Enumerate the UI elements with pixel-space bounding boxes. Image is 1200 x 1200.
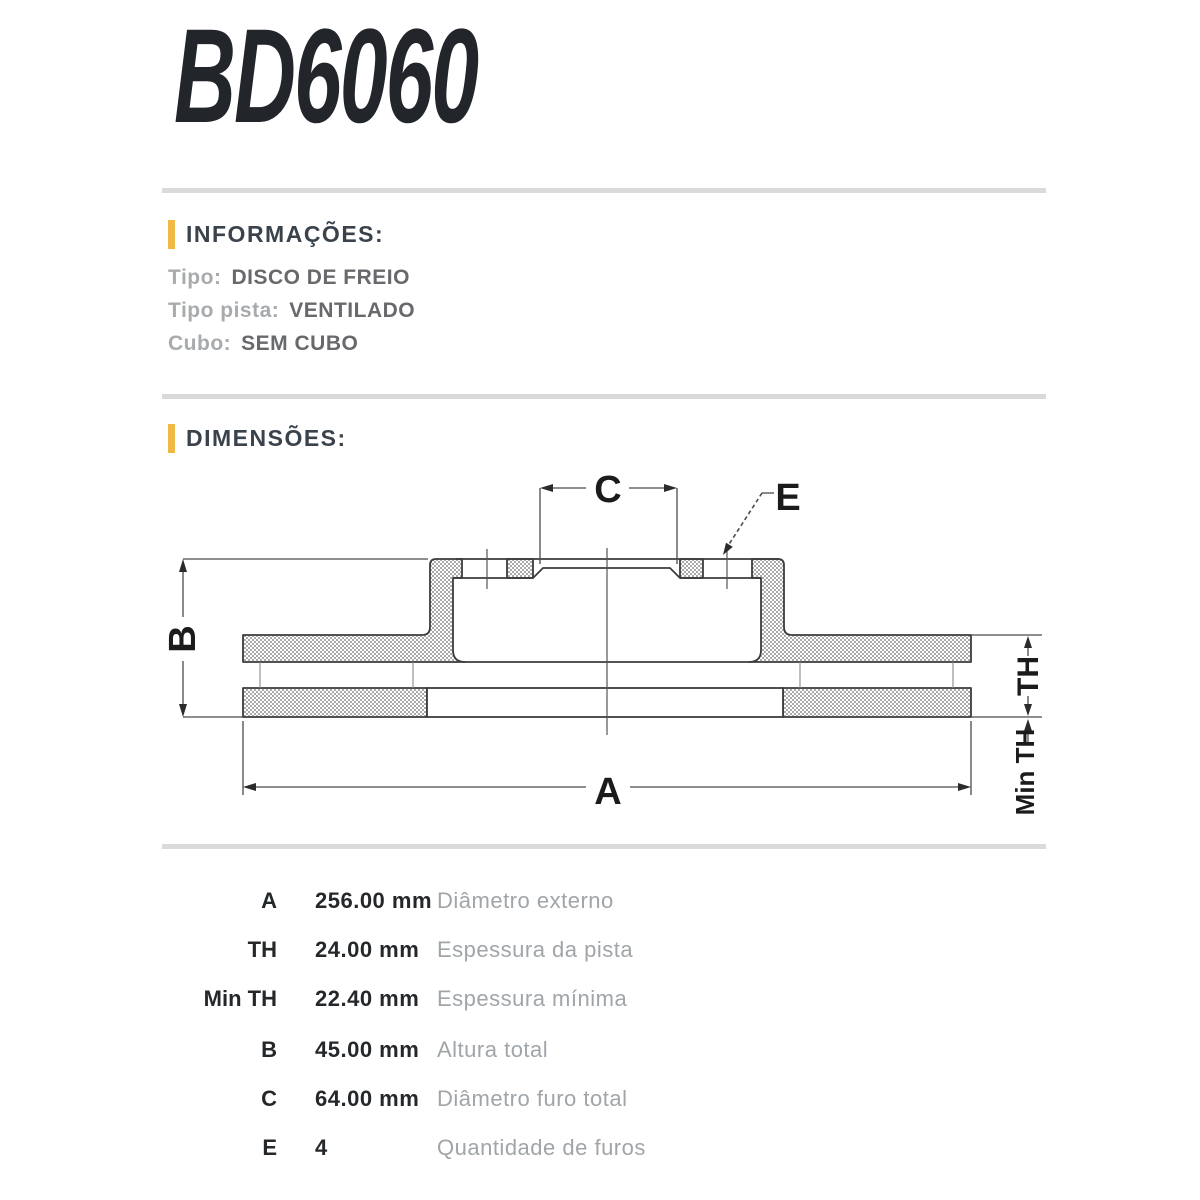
dimensions-heading-label: DIMENSÕES: (186, 425, 347, 451)
disc-edge-lines (453, 559, 779, 662)
dim-desc: Espessura mínima (437, 986, 628, 1011)
dim-key: TH (247, 937, 277, 962)
dim-value: 256.00 mm (315, 888, 433, 913)
info-label: Tipo pista: (168, 299, 280, 322)
product-code-title: BD6060 (174, 2, 478, 151)
info-label: Cubo: (168, 332, 232, 355)
accent-bar (168, 424, 175, 453)
dim-desc: Quantidade de furos (437, 1135, 646, 1160)
dim-key: Min TH (203, 986, 277, 1011)
dim-key: A (261, 888, 277, 913)
dim-key: E (262, 1135, 277, 1160)
dim-value: 22.40 mm (315, 986, 420, 1011)
info-value: DISCO DE FREIO (231, 266, 410, 289)
table-row (150, 1135, 1050, 1163)
divider (162, 844, 1046, 849)
callout-e (723, 477, 801, 555)
accent-bar (168, 220, 175, 249)
info-section-heading (168, 220, 384, 249)
dimension-b-lines (183, 559, 428, 704)
info-value: VENTILADO (289, 299, 416, 322)
dimension-label-c: C (594, 469, 622, 511)
dim-value: 64.00 mm (315, 1086, 420, 1111)
info-heading-label: INFORMAÇÕES: (186, 221, 385, 247)
dim-key: B (261, 1037, 277, 1062)
dim-desc: Altura total (437, 1037, 549, 1062)
table-row (150, 888, 1050, 916)
dim-key: C (261, 1086, 277, 1111)
info-value: SEM CUBO (241, 332, 359, 355)
dimension-label-b: B (162, 625, 204, 653)
brake-disc-cross-section-diagram (150, 465, 1050, 825)
dimension-label-e: E (775, 477, 801, 519)
dim-desc: Diâmetro furo total (437, 1086, 628, 1111)
dim-value: 45.00 mm (315, 1037, 420, 1062)
disc-lower-middle-outline (427, 688, 783, 717)
dimension-label-th: TH (1012, 656, 1045, 696)
divider (162, 394, 1046, 399)
table-row (150, 986, 1050, 1014)
dimension-label-minth: Min TH (1010, 728, 1040, 816)
dimensions-section-heading (168, 424, 347, 453)
dim-value: 4 (315, 1135, 328, 1160)
dimension-minth (1010, 719, 1040, 815)
info-label: Tipo: (168, 266, 222, 289)
info-row-tipo-pista (168, 299, 415, 323)
info-row-tipo (168, 266, 410, 290)
divider (162, 188, 1046, 193)
dimension-label-a: A (594, 771, 622, 813)
table-row (150, 1086, 1050, 1114)
dim-desc: Espessura da pista (437, 937, 634, 962)
table-row (150, 937, 1050, 965)
info-row-cubo (168, 332, 358, 356)
table-row (150, 1037, 1050, 1065)
dim-desc: Diâmetro externo (437, 888, 614, 913)
dim-value: 24.00 mm (315, 937, 420, 962)
